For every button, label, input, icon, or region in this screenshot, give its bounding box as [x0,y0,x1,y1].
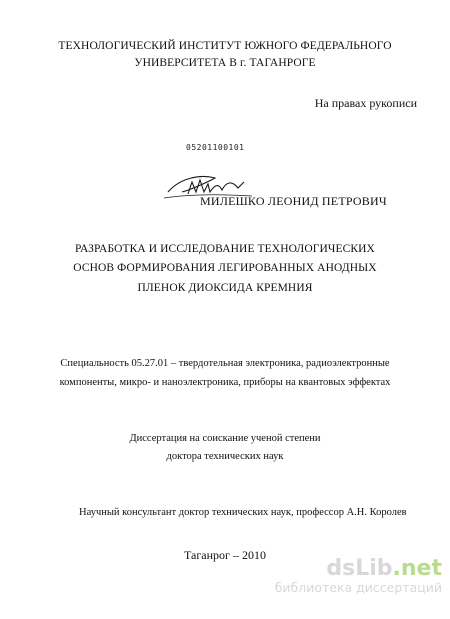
institute-line-1: ТЕХНОЛОГИЧЕСКИЙ ИНСТИТУТ ЮЖНОГО ФЕДЕРАЛЬНОГО [58,40,392,52]
author-name: МИЛЕШКО ЛЕОНИД ПЕТРОВИЧ [200,194,387,208]
registry-code: 05201100101 [186,143,245,152]
watermark [275,558,442,595]
scientific-consultant: Научный консультант доктор технических наук, профессор А.Н. Королев [79,507,407,518]
thesis-title-line-3: ПЛЕНОК ДИОКСИДА КРЕМНИЯ [137,282,313,294]
watermark-logo-part2: .net [392,556,442,581]
rights-note: На правах рукописи [314,96,417,110]
specialty-line-2: компоненты, микро- и наноэлектроника, приборы на квантовых эффектах [59,377,391,388]
institute-line-2: УНИВЕРСИТЕТА В г. ТАГАНРОГЕ [134,57,316,69]
dissertation-line-1: Диссертация на соискание ученой степени [129,433,321,444]
dissertation-line-2: доктора технических наук [166,451,284,462]
thesis-title-line-2: ОСНОВ ФОРМИРОВАНИЯ ЛЕГИРОВАННЫХ АНОДНЫХ [73,262,377,274]
specialty-line-1: Специальность 05.27.01 – твердотельная электроника, радиоэлектронные [60,358,390,369]
thesis-title-line-1: РАЗРАБОТКА И ИССЛЕДОВАНИЕ ТЕХНОЛОГИЧЕСКИХ [75,243,375,255]
watermark-subtitle: библиотека диссертаций [274,580,442,595]
city-year: Таганрог – 2010 [184,548,266,562]
watermark-logo-part1: dsLib [326,556,393,581]
watermark-logo [275,558,442,580]
